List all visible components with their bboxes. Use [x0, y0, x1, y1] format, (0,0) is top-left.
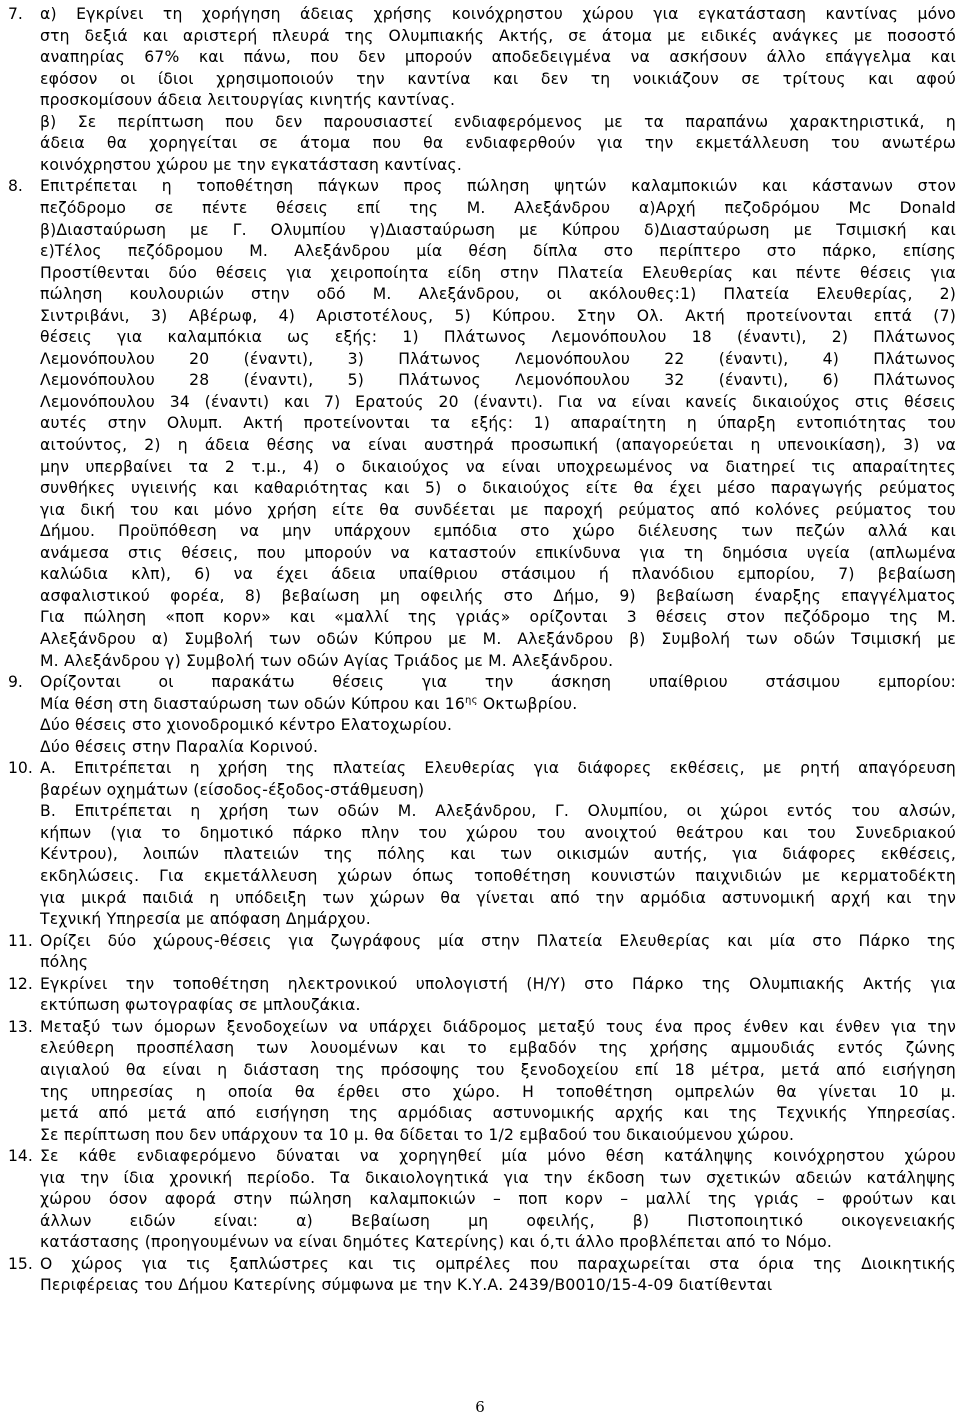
text-line: άλλων ειδών είναι: α) Βεβαίωση μη οφειλής, β) Πιστοποιητικό οικογενειακής — [40, 1211, 956, 1230]
text-line: Εγκρίνει την τοποθέτηση ηλεκτρονικού υπολογιστή (Η/Υ) στο Πάρκο της Ολυμπιακής Ακτής για — [40, 974, 956, 993]
text-line: αιτούντος, 2) η άδεια θέσης να είναι αυστηρά προσωπική (απαγορεύεται η υπενοικίαση), 3) να — [40, 436, 956, 454]
text-line: β) Σε περίπτωση που δεν παρουσιαστεί ενδιαφερόμενος με τα παραπάνω χαρακτηριστικά, η — [40, 112, 956, 131]
text-line: Λεμονόπουλου 20 (έναντι), 3) Πλάτωνος Λεμονόπουλου 22 (έναντι), 4) Πλάτωνος — [40, 349, 956, 368]
text-line: για μικρά παιδιά η υπόδειξη των χώρων θα γίνεται από την αρμόδια αστυνομική αρχή και την — [40, 888, 956, 907]
text-line: Μεταξύ των όμορων ξενοδοχείων να υπάρχει διάδρομος μεταξύ τους ένα προς ένθεν και ένθεν για την — [40, 1017, 956, 1036]
text-line: θέσεις για καλαμπόκια ως εξής: 1) Πλάτωνος Λεμονόπουλου 18 (έναντι), 2) Πλάτωνος — [40, 328, 956, 347]
text-line: Τεχνική Υπηρεσία με απόφαση Δημάρχου. — [40, 910, 371, 929]
text-line: για την ίδια χρονική περίοδο. Τα δικαιολογητικά για την έκδοση των σχετικών αδειών κατάληψης — [40, 1168, 956, 1187]
text-line: άδεια θα χορηγείται σε άτομα που θα ενδιαφερθούν για την εκμετάλλευση του ανωτέρω — [40, 134, 956, 153]
text-line: Δύο θέσεις στο χιονοδρομικό κέντρο Ελατοχωρίου. — [40, 716, 453, 735]
text-line: Σε κάθε ενδιαφερόμενο δύναται να χορηγηθεί μία μόνο θέση κατάληψης κοινόχρηστου χώρου — [40, 1147, 956, 1166]
text-line: χώρου όσον αφορά στην πώληση καλαμποκιών – ποπ κορν – μαλλί της γριάς – φρούτων και — [40, 1190, 956, 1209]
text-segment: Μία θέση στη διασταύρωση των οδών Κύπρου και 16 — [40, 694, 466, 713]
ordinal-superscript: ης — [465, 694, 478, 706]
text-line: Μ. Αλεξάνδρου γ) Συμβολή των οδών Αγίας Τριάδος με Μ. Αλεξάνδρου. — [40, 651, 614, 670]
text-line: Λεμονόπουλου 28 (έναντι), 5) Πλάτωνος Λεμονόπουλου 32 (έναντι), 6) Πλάτωνος — [40, 371, 956, 390]
text-line: αιγιαλού θα είναι η διάσταση της πρόσοψης του ξενοδοχείου επί 18 μέτρα, μετά από εισήγηση — [40, 1060, 956, 1079]
text-line: Σιντριβάνι, 3) Αβέρωφ, 4) Αριστοτέλους, 5) Κύπρου. Στην Ολ. Ακτή προτείνονται επτά (7) — [40, 306, 956, 325]
item-number: 15. — [8, 1254, 33, 1273]
text-line: μετά από μετά από εισήγηση της αρμόδιας αστυνομικής αρχής και της Τεχνικής Υπηρεσίας. — [40, 1104, 956, 1123]
text-line: Αλεξάνδρου α) Συμβολή των οδών Κύπρου με Μ. Αλεξάνδρου β) Συμβολή των οδών Τσιμισκή με — [40, 629, 956, 648]
text-line: ανάμεσα στις θέσεις, που μπορούν να καταστούν επικίνδυνα για τη δημόσια υγεία (απλωμένα — [40, 543, 956, 562]
text-line: Κέντρου), λοιπών πλατειών της πόλης και των οικισμών αυτής, για διάφορες εκθέσεις, — [40, 845, 956, 864]
text-line: καλώδια κλπ), 6) να έχει άδεια υπαίθριου στάσιμου ή πλανόδιου εμπορίου, 7) βεβαίωση — [40, 565, 956, 584]
text-line: Περιφέρειας του Δήμου Κατερίνης σύμφωνα με την Κ.Υ.Α. 2439/Β0010/15-4-09 διατίθενται — [40, 1276, 773, 1295]
text-line: στη δεξιά και αριστερή πλευρά της Ολυμπιακής Ακτής, σε άτομα με ειδικές ανάγκες με ποσοστό — [40, 26, 956, 45]
text-line: μην υπερβαίνει τα 2 τ.μ., 4) ο δικαιούχος να είναι υποχρεωμένος να διατηρεί τις απαραίτητες — [40, 457, 956, 476]
text-line: εκδηλώσεις. Για εκμετάλλευση χώρων όπως τοποθέτηση κουνιστών παιχνιδιών με κερματοδέκτη — [40, 867, 956, 885]
item-number: 13. — [8, 1017, 33, 1036]
text-line: Ο χώρος για τις ξαπλώστρες και τις ομπρέλες που παραχωρείται στα όρια της Διοικητικής — [40, 1254, 956, 1273]
text-line: Ορίζει δύο χώρους-θέσεις για ζωγράφους μία στην Πλατεία Ελευθερίας και μία στο Πάρκο της — [40, 931, 956, 950]
text-line: ελεύθερη προσπέλαση των λουομένων και το εμβαδόν της χρήσης αμμουδιάς εντός ζώνης — [40, 1039, 956, 1058]
text-line: β)Διασταύρωση με Γ. Ολυμπίου γ)Διασταύρωση με Κύπρου δ)Διασταύρωση με Τσιμισκή και — [40, 220, 956, 239]
text-line: Δύο θέσεις στην Παραλία Κορινού. — [40, 737, 319, 756]
text-line: πόλης — [40, 953, 89, 972]
text-line: για δική του και μόνο χρήση είτε θα συνδέεται με παροχή ρεύματος από κολόνες ρεύματος του — [40, 500, 956, 519]
page-number: 6 — [475, 1398, 485, 1416]
text-line: πώληση κουλουριών στην οδό Μ. Αλεξάνδρου, οι ακόλουθες:1) Πλατεία Ελευθερίας, 2) — [40, 285, 956, 304]
text-line: Προστίθενται δύο θέσεις για χειροποίητα είδη στην Πλατεία Ελευθερίας και πέντε θέσεις για — [40, 263, 956, 282]
text-line: κήπων (για το δημοτικό πάρκο πλην του χώρου του ανοιχτού θεάτρου και του Συνεδριακού — [40, 823, 956, 842]
item-number: 10. — [8, 759, 33, 778]
text-line: Δήμου. Προϋπόθεση να μην υπάρχουν εμπόδια στο χώρο διέλευσης των πεζών αλλά και — [40, 522, 956, 541]
text-line: βαρέων οχημάτων (είσοδος-έξοδος-στάθμευση) — [40, 780, 425, 799]
item-number: 14. — [8, 1147, 33, 1166]
text-line: Β. Επιτρέπεται η χρήση των οδών Μ. Αλεξάνδρου, Γ. Ολυμπίου, οι χώροι εντός του αλσών, — [40, 802, 956, 821]
text-line: ε)Τέλος πεζόδρομου Μ. Αλεξάνδρου μία θέση δίπλα στο περίπτερο στο πάρκο, επίσης — [40, 242, 956, 261]
text-line: κατάστασης (προηγουμένων να είναι δημότες Κατερίνης) και ό,τι άλλο προβλέπεται από το Νόμο. — [40, 1233, 832, 1252]
text-line: της υπηρεσίας η οποία θα έρθει στο χώρο. Η τοποθέτηση ομπρελών θα γίνεται 10 μ. — [40, 1082, 956, 1101]
text-line: ασφαλιστικού φορέα, 8) βεβαίωση μη οφειλής στο Δήμο, 9) βεβαίωση έναρξης επαγγέλματος — [40, 586, 956, 605]
text-line: κοινόχρηστου χώρου με την εγκατάσταση καντίνας. — [40, 155, 462, 174]
text-line: α) Εγκρίνει τη χορήγηση άδειας χρήσης κοινόχρηστου χώρου για εγκατάσταση καντίνας μόνο — [40, 5, 956, 23]
text-line: Α. Επιτρέπεται η χρήση της πλατείας Ελευθερίας για διάφορες εκθέσεις, με ρητή απαγόρευση — [40, 759, 956, 778]
text-line: Λεμονόπουλου 34 (έναντι) και 7) Ερατούς 20 (έναντι). Για να είναι κανείς δικαιούχος στις θέσεις — [40, 392, 956, 411]
text-line: εφόσον οι ίδιοι χρησιμοποιούν την καντίνα και δεν τη νοικιάζουν σε τρίτους και αφού — [40, 69, 956, 88]
item-number: 9. — [8, 673, 23, 692]
text-line: αναπηρίας 67% και πάνω, που δεν μπορούν αποδεδειγμένα να ασκήσουν άλλο επάγγελμα και — [40, 48, 956, 67]
text-line — [40, 694, 956, 715]
item-number: 11. — [8, 931, 33, 950]
text-line: πεζόδρομο σε πέντε θέσεις επί της Μ. Αλεξάνδρου α)Αρχή πεζοδρόμου Mc Donald — [40, 198, 956, 217]
item-number: 7. — [8, 5, 23, 23]
item-number: 12. — [8, 974, 33, 993]
text-line: Για πώληση «ποπ κορν» και «μαλλί της γριάς» ορίζονται 3 θέσεις στον πεζόδρομο της Μ. — [40, 608, 956, 627]
text-line: αυτές στην Ολυμπ. Ακτή προτείνονται τα εξής: 1) απαραίτητη η ύπαρξη εντοπιότητας του — [40, 414, 956, 433]
text-line: εκτύπωση φωτογραφίας σε μπλουζάκια. — [40, 996, 361, 1015]
text-line: Σε περίπτωση που δεν υπάρχουν τα 10 μ. θα δίδεται το 1/2 εμβαδού του δικαιούμενου χώρου. — [40, 1125, 795, 1144]
text-line: Επιτρέπεται η τοποθέτηση πάγκων προς πώληση ψητών καλαμποκιών και κάστανων στον — [40, 177, 956, 196]
text-line: προσκομίσουν άδεια λειτουργίας κινητής καντίνας. — [40, 91, 456, 110]
text-line: συνθήκες υγιεινής και καθαριότητας και 5) ο δικαιούχος είτε θα έχει μέσο παραγωγής ρεύματος — [40, 479, 956, 498]
text-line: Ορίζονται οι παρακάτω θέσεις για την άσκηση υπαίθριου στάσιμου εμπορίου: — [40, 673, 956, 692]
item-number: 8. — [8, 177, 23, 196]
text-segment: Οκτωβρίου. — [477, 694, 578, 713]
